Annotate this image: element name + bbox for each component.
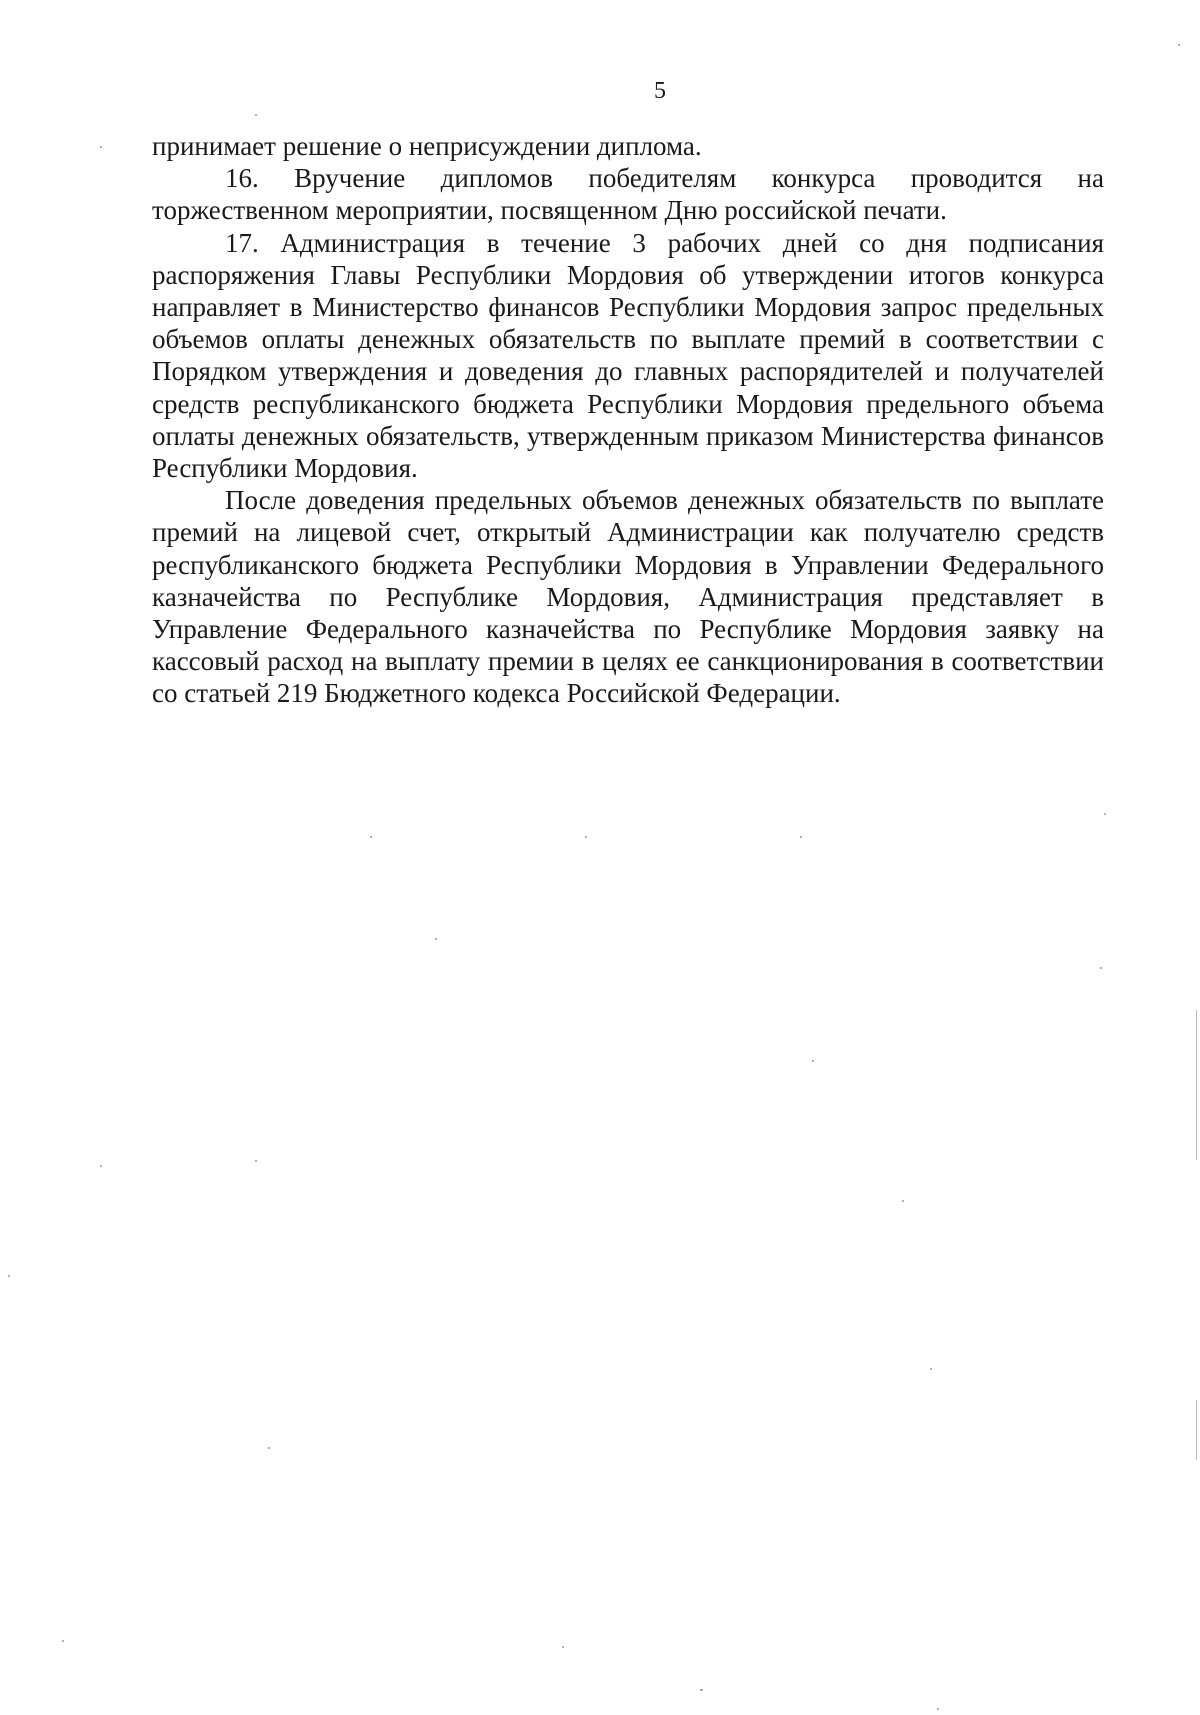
scan-speck — [902, 1200, 904, 1202]
document-body — [152, 130, 1104, 710]
scan-speck — [435, 938, 437, 940]
scan-speck — [370, 836, 372, 838]
scan-speck — [1104, 813, 1106, 815]
scan-speck — [268, 1447, 270, 1449]
paragraph-16: 16. Вручение дипломов победителям конкурса проводится на торжественном мероприятии, посвященном Дню российской печати. — [152, 163, 1104, 226]
scan-speck — [1100, 967, 1102, 969]
paragraph-continuation: принимает решение о неприсуждении диплома. — [152, 131, 702, 161]
scan-speck — [700, 1689, 703, 1691]
paragraph-17: 17. Администрация в течение 3 рабочих дней со дня подписания распоряжения Главы Республики Мордовия об утверждении итогов конкурса направляет в Министерство финансов Республики Мордовия запрос предельных объемов оплаты денежных обязательств по выплате премий в соответствии с Порядком утверждения и доведения до главных распорядителей и получателей средств республиканского бюджета Республики Мордовия предельного объема оплаты денежных обязательств, утвержденным приказом Министерства финансов Республики Мордовия. — [152, 227, 1104, 484]
scan-speck — [62, 1640, 64, 1642]
scan-speck — [8, 1275, 10, 1277]
scan-speck — [1178, 44, 1180, 46]
page-number: 5 — [654, 78, 666, 104]
scan-edge-mark — [1196, 1400, 1197, 1460]
scan-speck — [812, 1060, 814, 1062]
scan-speck — [800, 836, 802, 838]
scan-speck — [255, 1160, 257, 1162]
scan-speck — [562, 1646, 564, 1648]
scan-speck — [100, 1165, 102, 1167]
scan-speck — [255, 114, 257, 116]
scan-speck — [930, 1368, 932, 1370]
scan-speck — [937, 1708, 939, 1710]
scan-edge-mark — [1196, 1010, 1197, 1160]
scan-speck — [585, 836, 587, 838]
paragraph-after-limits: После доведения предельных объемов денежных обязательств по выплате премий на лицевой счет, открытый Администрации как получателю средств республиканского бюджета Республики Мордовия в Управлении Федерального казначейства по Республике Мордовия, Администрация представляет в Управление Федерального казначейства по Республике Мордовия заявку на кассовый расход на выплату премии в целях ее санкционирования в соответствии со статьей 219 Бюджетного кодекса Российской Федерации. — [152, 485, 1104, 709]
scan-speck — [100, 146, 102, 148]
